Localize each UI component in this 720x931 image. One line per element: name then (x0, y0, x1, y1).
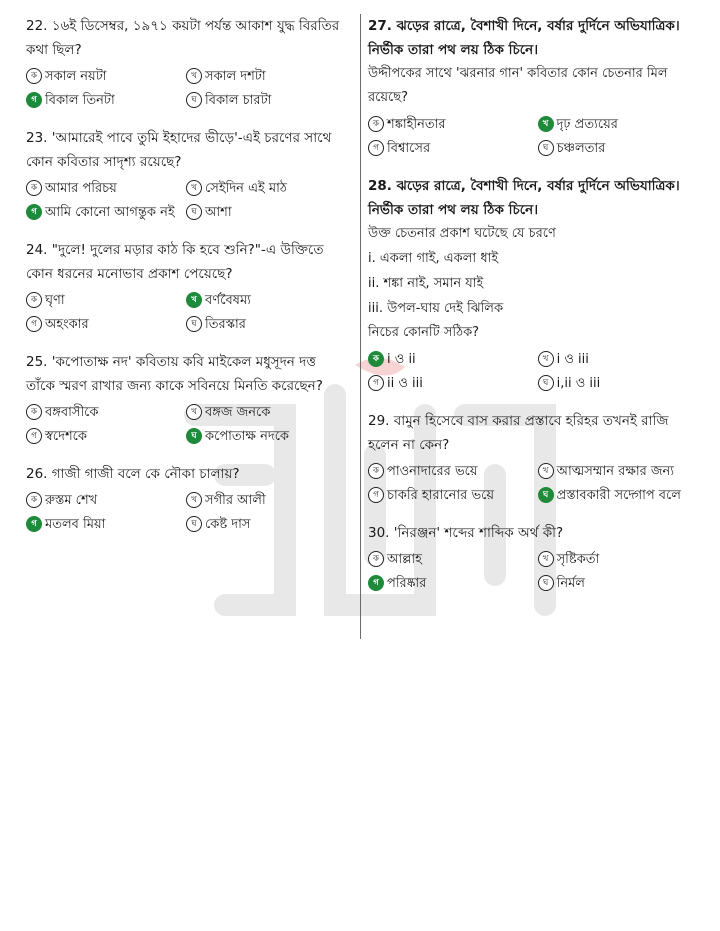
option-label: বর্ণবৈষম্য (205, 293, 251, 308)
option-label: সকাল নয়টা (45, 69, 107, 84)
option-marker: ঘ (538, 575, 554, 591)
option-ga[interactable] (368, 373, 538, 397)
option-label: আল্লাহ (387, 552, 423, 567)
options (26, 66, 346, 114)
question-28 (368, 174, 688, 397)
options (368, 461, 688, 509)
option-label: দৃঢ় প্রত্যয়ের (556, 117, 618, 132)
option-gha[interactable] (538, 485, 688, 509)
option-marker: খ (186, 180, 202, 196)
option-kha[interactable] (538, 549, 688, 573)
option-ga[interactable] (26, 202, 186, 226)
question-29 (368, 409, 688, 509)
option-marker: গ (368, 375, 384, 391)
option-marker: গ (368, 140, 384, 156)
option-label: সেইদিন এই মাঠ (205, 181, 287, 196)
option-kha[interactable] (186, 178, 346, 202)
option-marker: গ (26, 428, 42, 444)
option-marker: ঘ (186, 316, 202, 332)
correct-answer-marker: খ (186, 292, 202, 308)
option-marker: ঘ (186, 204, 202, 220)
option-label: মতলব মিয়া (45, 517, 106, 532)
option-label: বঙ্গজ জনকে (205, 405, 271, 420)
question-27 (368, 14, 688, 162)
options (26, 490, 346, 538)
question-text: 29. বামুন হিসেবে বাস করার প্রস্তাবে হরিহর তখনই রাজি হলেন না কেন? (368, 413, 669, 453)
statement-ii: ii. শঙ্কা নাই, সমান যাই (368, 276, 484, 291)
correct-answer-marker: ক (368, 351, 384, 367)
option-marker: ক (26, 68, 42, 84)
option-gha[interactable] (538, 373, 688, 397)
question-22 (26, 14, 346, 114)
option-ga[interactable] (26, 90, 186, 114)
option-label: i ও ii (387, 352, 416, 367)
question-24 (26, 238, 346, 338)
option-kha[interactable] (538, 461, 688, 485)
option-label: আমি কোনো আগন্তুক নই (45, 205, 175, 220)
option-ka[interactable] (26, 490, 186, 514)
option-label: বঙ্গবাসীকে (45, 405, 99, 420)
option-marker: খ (538, 351, 554, 367)
option-gha[interactable] (186, 314, 346, 338)
option-ga[interactable] (26, 426, 186, 450)
option-ka[interactable] (26, 66, 186, 90)
option-label: ঘৃণা (45, 293, 65, 308)
option-ga[interactable] (368, 138, 538, 162)
option-label: বিকাল চারটা (205, 93, 272, 108)
option-ka[interactable] (368, 461, 538, 485)
option-label: কপোতাক্ষ নদকে (205, 429, 290, 444)
option-marker: খ (186, 404, 202, 420)
right-column (368, 14, 688, 609)
question-text: উক্ত চেতনার প্রকাশ ঘটেছে যে চরণে (368, 226, 556, 241)
question-text: 23. 'আমারেই পাবে তুমি ইহাদের ভীড়ে'-এই চরণের সাথে কোন কবিতার সাদৃশ্য রয়েছে? (26, 130, 332, 170)
option-ka[interactable] (368, 349, 538, 373)
option-label: বিশ্বাসের (387, 141, 431, 156)
option-ka[interactable] (26, 290, 186, 314)
question-25 (26, 350, 346, 450)
option-kha[interactable] (186, 66, 346, 90)
option-label: i ও iii (556, 352, 589, 367)
options (368, 114, 688, 162)
option-label: পাওনাদারের ভয়ে (387, 464, 478, 479)
option-gha[interactable] (186, 514, 346, 538)
statement-i: i. একলা গাই, একলা ধাই (368, 251, 499, 266)
option-label: বিকাল তিনটা (45, 93, 115, 108)
option-label: রুস্তম শেখ (45, 493, 98, 508)
question-text: উদ্দীপকের সাথে 'ঝরনার গান' কবিতার কোন চেতনার মিল রয়েছে? (368, 66, 668, 105)
option-marker: ঘ (538, 375, 554, 391)
option-label: আশা (205, 205, 232, 220)
options (368, 549, 688, 597)
option-label: প্রস্তাবকারী সদ্গোপ বলে (556, 488, 681, 503)
stimulus-passage: 27. ঝড়ের রাত্রে, বৈশাখী দিনে, বর্ষার দুর্দিনে অভিযাত্রিক। নির্ভীক তারা পথ লয় ঠিক চিনে। (368, 18, 680, 58)
option-label: ii ও iii (387, 376, 423, 391)
option-label: সকাল দশটা (205, 69, 266, 84)
option-marker: ঘ (186, 516, 202, 532)
options (26, 290, 346, 338)
option-marker: ক (26, 292, 42, 308)
options (368, 349, 688, 397)
option-label: তিরস্কার (205, 317, 246, 332)
option-label: স্বদেশকে (45, 429, 87, 444)
correct-answer-marker: গ (26, 516, 42, 532)
option-marker: ক (26, 492, 42, 508)
option-ga[interactable] (368, 485, 538, 509)
option-label: চঞ্চলতার (556, 141, 606, 156)
question-30 (368, 521, 688, 597)
question-text: 26. গাজী গাজী বলে কে নৌকা চালায়? (26, 466, 240, 482)
option-marker: ক (26, 404, 42, 420)
question-26 (26, 462, 346, 538)
option-label: শঙ্কাহীনতার (387, 117, 446, 132)
option-marker: ক (368, 463, 384, 479)
option-marker: ক (368, 116, 384, 132)
question-text: 30. 'নিরঞ্জন' শব্দের শাব্দিক অর্থ কী? (368, 525, 564, 541)
option-ga[interactable] (26, 514, 186, 538)
option-kha[interactable] (538, 349, 688, 373)
option-label: সগীর আলী (205, 493, 266, 508)
correct-answer-marker: গ (26, 204, 42, 220)
question-prompt: নিচের কোনটি সঠিক? (368, 325, 480, 340)
stimulus-passage: 28. ঝড়ের রাত্রে, বৈশাখী দিনে, বর্ষার দুর্দিনে অভিযাত্রিক। নির্ভীক তারা পথ লয় ঠিক চিনে। (368, 178, 680, 218)
option-label: আমার পরিচয় (45, 181, 117, 196)
option-label: সৃষ্টিকর্তা (556, 552, 600, 567)
left-column (26, 14, 346, 550)
option-kha[interactable] (186, 290, 346, 314)
option-ka[interactable] (26, 402, 186, 426)
question-text: 22. ১৬ই ডিসেম্বর, ১৯৭১ কয়টা পর্যন্ত আকাশ যুদ্ধ বিরতির কথা ছিল? (26, 18, 340, 58)
option-gha[interactable] (186, 202, 346, 226)
option-marker: খ (186, 492, 202, 508)
correct-answer-marker: ঘ (186, 428, 202, 444)
option-gha[interactable] (538, 138, 688, 162)
option-gha[interactable] (186, 90, 346, 114)
option-label: চাকরি হারানোর ভয়ে (387, 488, 495, 503)
option-ka[interactable] (368, 114, 538, 138)
option-marker: গ (368, 487, 384, 503)
option-kha[interactable] (186, 402, 346, 426)
option-marker: গ (26, 316, 42, 332)
correct-answer-marker: গ (26, 92, 42, 108)
correct-answer-marker: গ (368, 575, 384, 591)
column-divider (360, 14, 361, 639)
option-ka[interactable] (26, 178, 186, 202)
option-label: নির্মল (556, 576, 585, 591)
option-marker: ঘ (186, 92, 202, 108)
option-label: অহংকার (45, 317, 89, 332)
option-label: i,ii ও iii (556, 376, 601, 391)
option-marker: ক (26, 180, 42, 196)
correct-answer-marker: খ (538, 116, 554, 132)
option-ga[interactable] (26, 314, 186, 338)
option-marker: খ (186, 68, 202, 84)
question-text: 25. 'কপোতাক্ষ নদ' কবিতায় কবি মাইকেল মধুসূদন দত্ত তাঁকে স্মরণ রাখার জন্য কাকে সবিনয়ে মিনতি করেছেন? (26, 354, 323, 394)
option-kha[interactable] (186, 490, 346, 514)
question-text: 24. "দুলে! দুলের মড়ার কাঠ কি হবে শুনি?"-এ উক্তিতে কোন ধরনের মনোভাব প্রকাশ পেয়েছে? (26, 242, 324, 282)
question-23 (26, 126, 346, 226)
option-marker: খ (538, 551, 554, 567)
options (26, 178, 346, 226)
options (26, 402, 346, 450)
option-kha[interactable] (538, 114, 688, 138)
option-label: আত্মসম্মান রক্ষার জন্য (556, 464, 675, 479)
option-label: পরিষ্কার (387, 576, 427, 591)
option-gha[interactable] (538, 573, 688, 597)
option-label: কেষ্ট দাস (205, 517, 251, 532)
option-marker: ক (368, 551, 384, 567)
option-ga[interactable] (368, 573, 538, 597)
statement-iii: iii. উপল-ঘায় দেই ঝিলিক (368, 301, 504, 316)
option-ka[interactable] (368, 549, 538, 573)
option-gha[interactable] (186, 426, 346, 450)
option-marker: খ (538, 463, 554, 479)
correct-answer-marker: ঘ (538, 487, 554, 503)
option-marker: ঘ (538, 140, 554, 156)
